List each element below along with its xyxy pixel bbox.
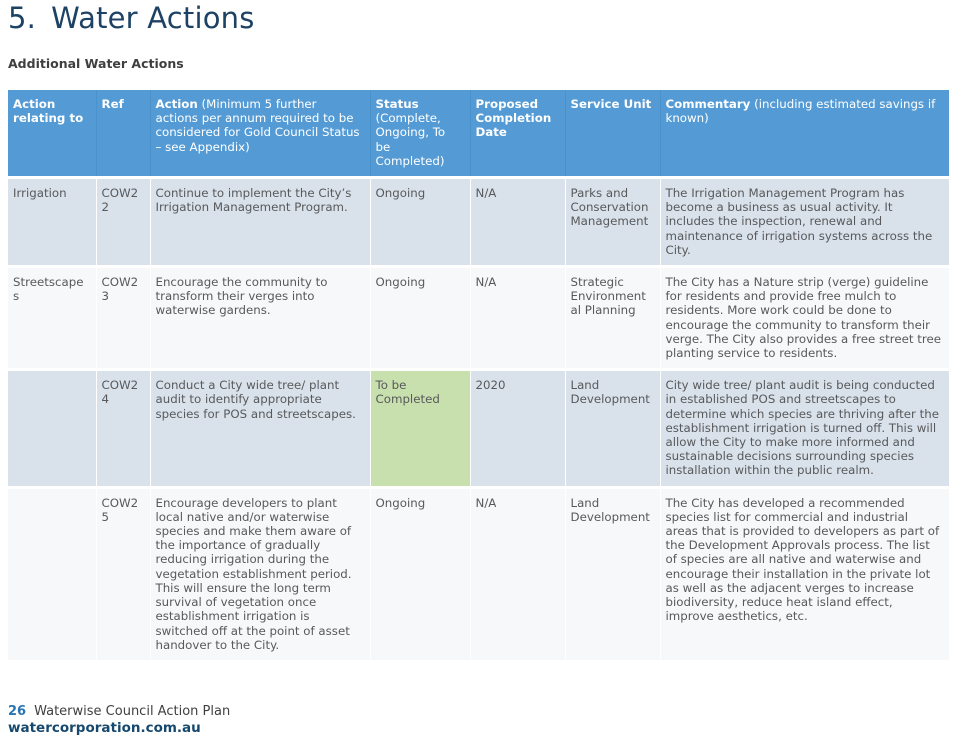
cell-commentary: The City has developed a recommended species list for commercial and industrial areas that is provided to developers as part of the Development Approvals process. The list of species are all native and waterwise and encourage their installation in the private lot as well as the adjacent verges to increase biodiversity, reduce heat island effect, improve aesthetics, etc. bbox=[660, 487, 949, 661]
cell-proposed-completion-date: N/A bbox=[470, 487, 565, 661]
section-number: 5. bbox=[8, 1, 37, 35]
cell-action-relating-to bbox=[8, 370, 96, 487]
cell-action: Encourage developers to plant local native and/or waterwise species and make them aware of the importance of gradually reducing irrigation during the vegetation establishment period. This will ensure the long term survival of vegetation once establishment irrigation is switched off at the point of asset handover to the City. bbox=[150, 487, 370, 661]
table-subtitle: Additional Water Actions bbox=[8, 56, 184, 71]
page-title bbox=[8, 0, 949, 35]
cell-proposed-completion-date: N/A bbox=[470, 178, 565, 267]
page-number: 26 bbox=[8, 703, 27, 719]
cell-commentary: The Irrigation Management Program has become a business as usual activity. It includes the inspection, renewal and maintenance of irrigation systems across the City. bbox=[660, 178, 949, 267]
cell-status: Ongoing bbox=[370, 267, 470, 370]
cell-status: Ongoing bbox=[370, 178, 470, 267]
water-actions-table bbox=[8, 90, 949, 663]
column-header-ref: Ref bbox=[96, 90, 150, 178]
column-header-status: Status (Complete, Ongoing, To be Completed) bbox=[370, 90, 470, 178]
cell-status: Ongoing bbox=[370, 487, 470, 661]
cell-service-unit: Strategic Environmental Planning bbox=[565, 267, 660, 370]
cell-action-relating-to bbox=[8, 487, 96, 661]
cell-action: Encourage the community to transform their verges into waterwise gardens. bbox=[150, 267, 370, 370]
cell-action-relating-to: Irrigation bbox=[8, 178, 96, 267]
cell-proposed-completion-date: N/A bbox=[470, 267, 565, 370]
footer-url[interactable]: watercorporation.com.au bbox=[8, 719, 201, 736]
cell-ref: COW24 bbox=[96, 370, 150, 487]
column-header-action: Action (Minimum 5 further actions per annum required to be considered for Gold Council Status – see Appendix) bbox=[150, 90, 370, 178]
cell-commentary: The City has a Nature strip (verge) guideline for residents and provide free mulch to residents. More work could be done to encourage the community to transform their verge. The City also provides a free street tree planting service to residents. bbox=[660, 267, 949, 370]
cell-ref: COW22 bbox=[96, 178, 150, 267]
cell-ref: COW25 bbox=[96, 487, 150, 661]
table-row-cow23 bbox=[8, 267, 949, 370]
cell-service-unit: Land Development bbox=[565, 487, 660, 661]
table-row-cow24 bbox=[8, 370, 949, 487]
cell-status: To be Completed bbox=[370, 370, 470, 487]
section-title-text: Water Actions bbox=[51, 1, 255, 35]
cell-action: Conduct a City wide tree/ plant audit to identify appropriate species for POS and streetscapes. bbox=[150, 370, 370, 487]
page-footer bbox=[8, 704, 949, 736]
cell-service-unit: Land Development bbox=[565, 370, 660, 487]
cell-proposed-completion-date: 2020 bbox=[470, 370, 565, 487]
cell-service-unit: Parks and Conservation Management bbox=[565, 178, 660, 267]
column-header-action-relating-to: Action relating to bbox=[8, 90, 96, 178]
column-header-service-unit: Service Unit bbox=[565, 90, 660, 178]
cell-commentary: City wide tree/ plant audit is being conducted in established POS and streetscapes to determine which species are thriving after the establishment irrigation is turned off. This will allow the City to make more informed and sustainable decisions surrounding species installation within the public realm. bbox=[660, 370, 949, 487]
document-title: Waterwise Council Action Plan bbox=[34, 703, 231, 719]
table-header-row bbox=[8, 90, 949, 178]
column-header-commentary: Commentary (including estimated savings if known) bbox=[660, 90, 949, 178]
table-row-cow22 bbox=[8, 178, 949, 267]
cell-action: Continue to implement the City’s Irrigation Management Program. bbox=[150, 178, 370, 267]
table-row-cow25 bbox=[8, 487, 949, 661]
cell-ref: COW23 bbox=[96, 267, 150, 370]
footer-line bbox=[8, 704, 949, 719]
cell-action-relating-to: Streetscapes bbox=[8, 267, 96, 370]
column-header-proposed-completion-date: Proposed Completion Date bbox=[470, 90, 565, 178]
